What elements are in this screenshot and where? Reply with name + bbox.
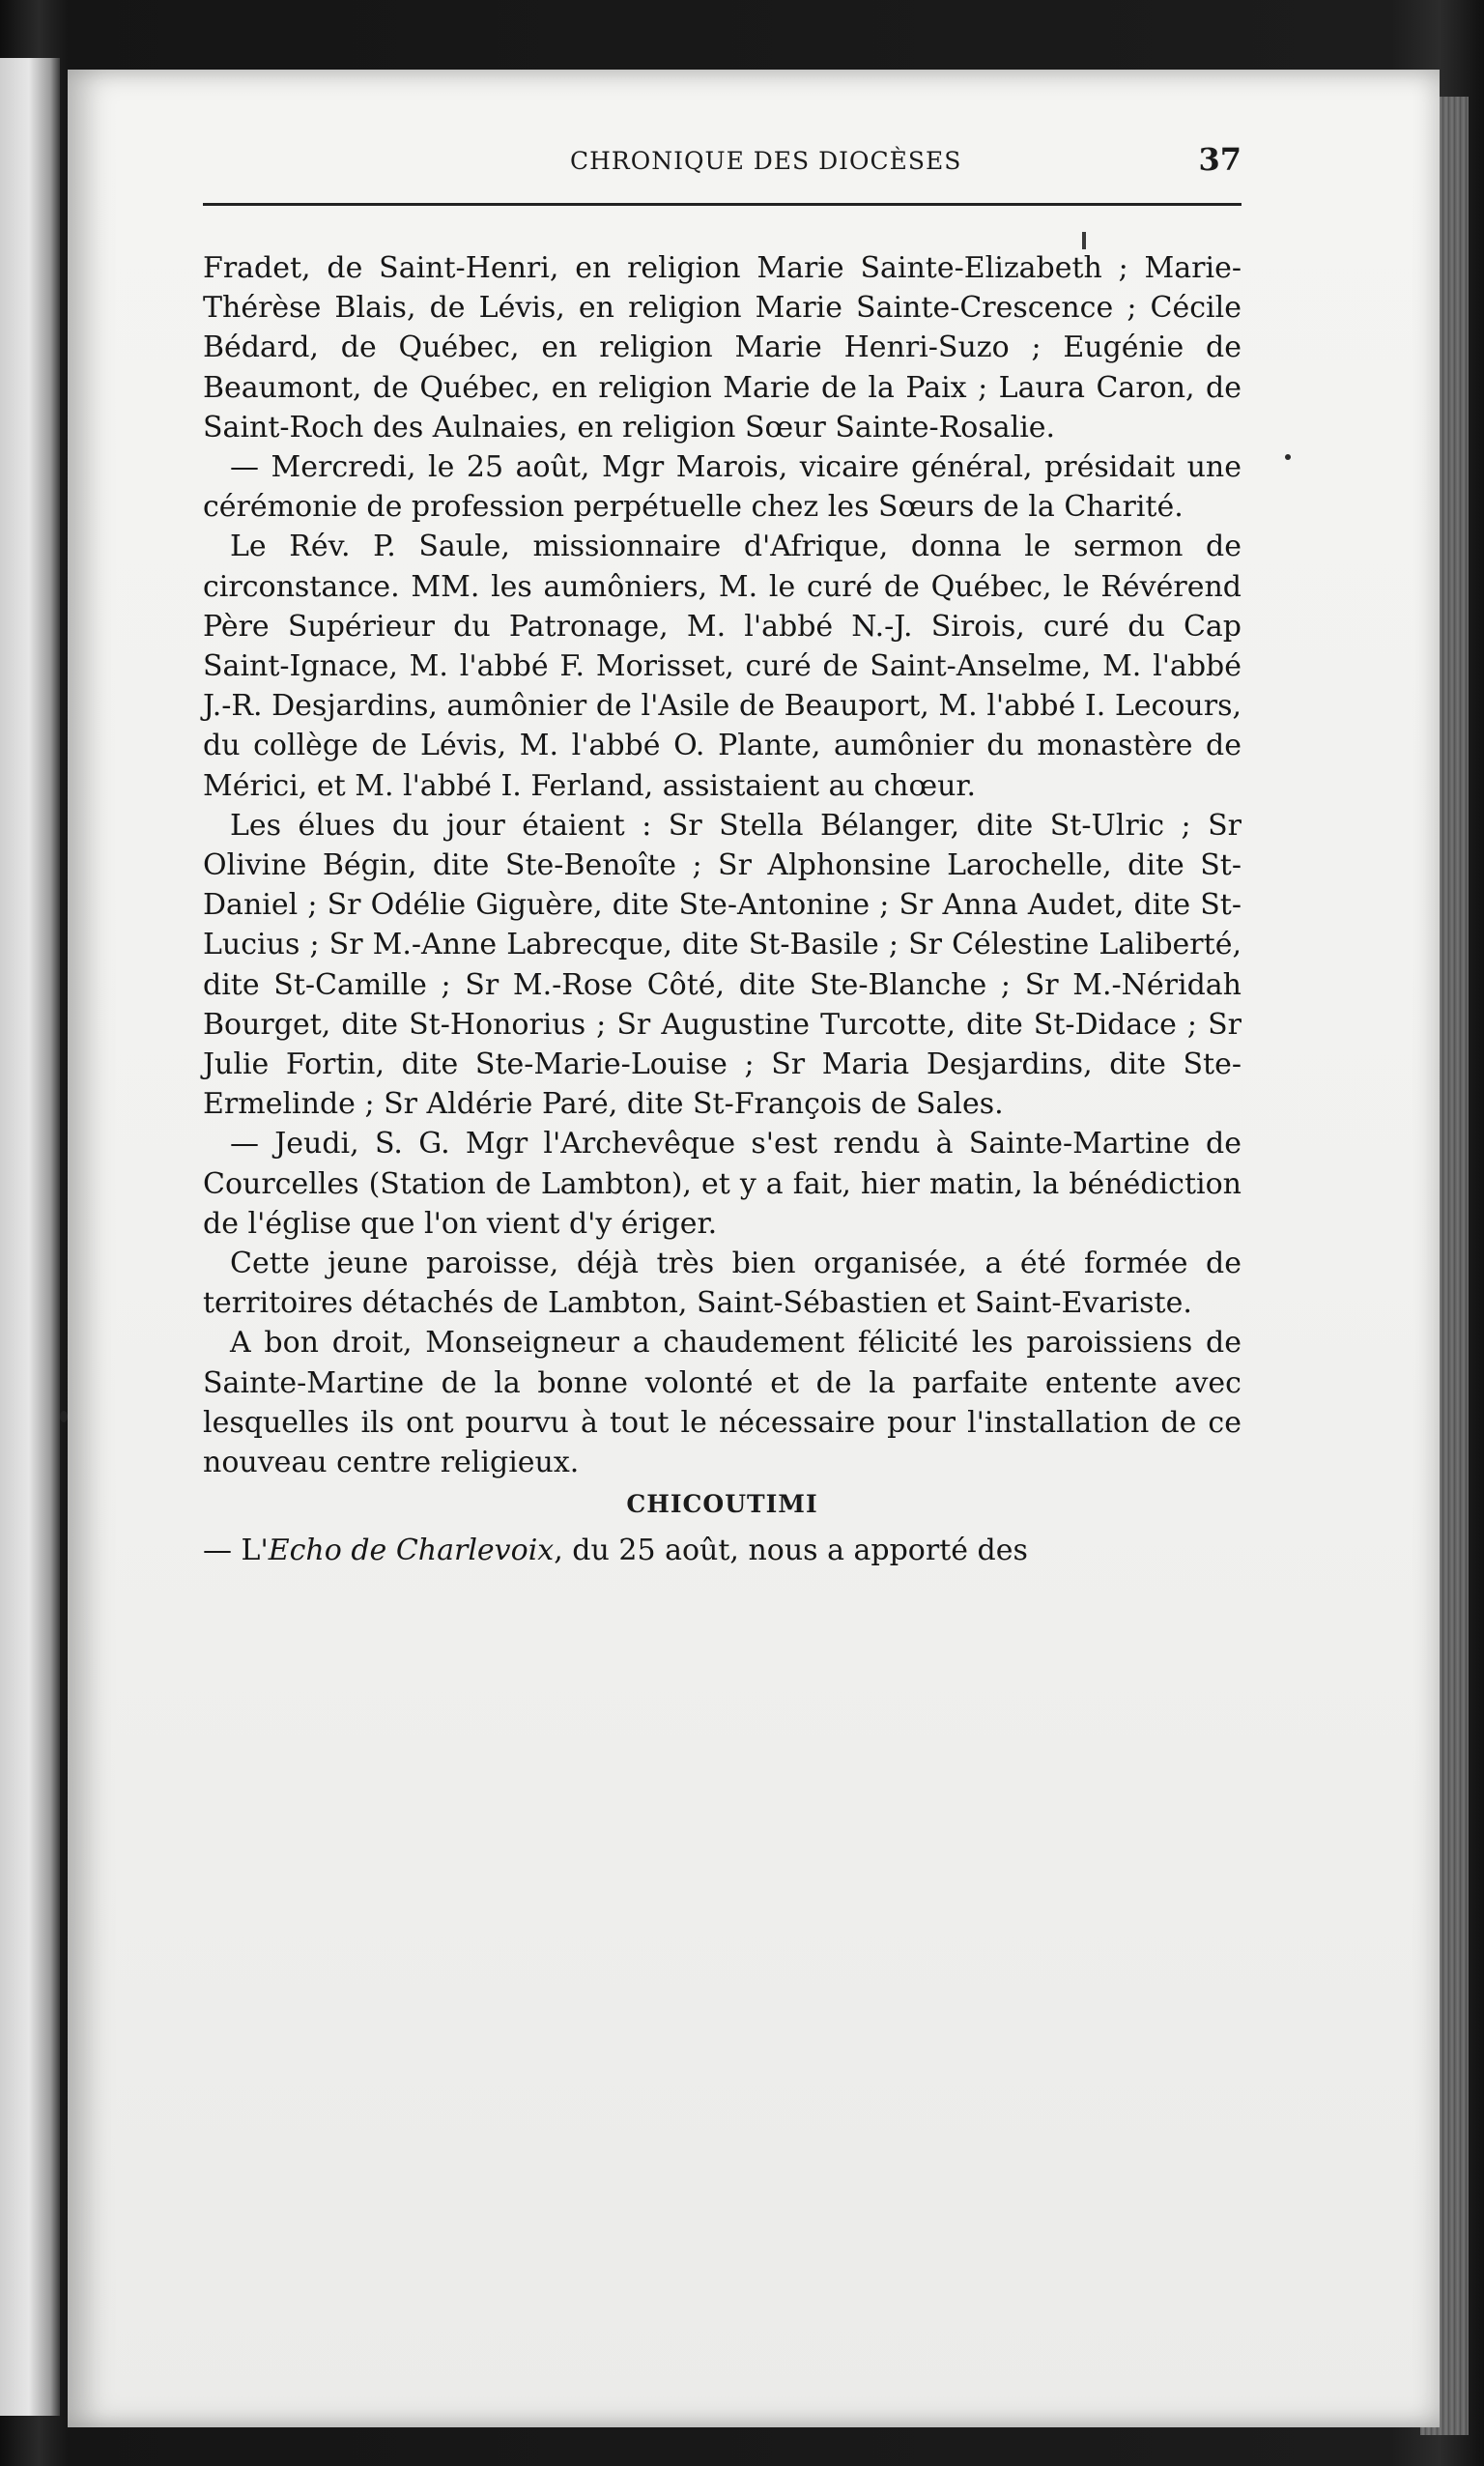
paragraph-4: Les élues du jour étaient : Sr Stella Bélanger, dite St-Ulric ; Sr Olivine Bégin, dite Ste-Benoîte ; Sr Alphonsine Larochelle, dite St-Daniel ; Sr Odélie Giguère, dite Ste-Antonine ; Sr Anna Audet, dite St-Lucius ; Sr M.-Anne Labrecque, dite St-Basile ; Sr Célestine Laliberté, dite St-Camille ; Sr M.-Rose Côté, dite Ste-Blanche ; Sr M.-Néridah Bourget, dite St-Honorius ; Sr Augustine Turcotte, dite St-Didace ; Sr Julie Fortin, dite Ste-Marie-Louise ; Sr Maria Desjardins, dite Ste-Ermelinde ; Sr Aldérie Paré, dite St-François de Sales. xyxy=(203,808,1241,1122)
paragraph-8 xyxy=(203,1531,1241,1570)
section-heading: CHICOUTIMI xyxy=(626,1490,818,1519)
paragraph-6: Cette jeune paroisse, déjà très bien organisée, a été formée de territoires détachés de Lambton, Saint-Sébastien et Saint-Evariste. xyxy=(203,1247,1241,1321)
previous-page-edge xyxy=(0,58,60,2416)
paragraph-2: — Mercredi, le 25 août, Mgr Marois, vicaire général, présidait une cérémonie de profession perpétuelle chez les Sœurs de la Charité. xyxy=(203,450,1241,525)
paragraph-3: Le Rév. P. Saule, missionnaire d'Afrique, donna le sermon de circonstance. MM. les aumôniers, M. le curé de Québec, le Révérend Père Supérieur du Patronage, M. l'abbé N.-J. Sirois, curé du Cap Saint-Ignace, M. l'abbé F. Morisset, curé de Saint-Anselme, M. l'abbé J.-R. Desjardins, aumônier de l'Asile de Beauport, M. l'abbé I. Lecours, du collège de Lévis, M. l'abbé O. Plante, aumônier du monastère de Mérici, et M. l'abbé I. Ferland, assistaient au chœur. xyxy=(203,530,1241,803)
paragraph-8-prefix: — L' xyxy=(203,1533,269,1567)
scan-speck xyxy=(1082,232,1086,249)
paragraph-5: — Jeudi, S. G. Mgr l'Archevêque s'est rendu à Sainte-Martine de Courcelles (Station de Lambton), et y a fait, hier matin, la bénédiction de l'église que l'on vient d'y ériger. xyxy=(203,1127,1241,1241)
page-header xyxy=(203,70,1241,205)
header-rule xyxy=(203,203,1241,206)
page-content xyxy=(203,141,1241,1570)
scan-speck xyxy=(60,1411,68,1422)
paragraph-8-title: Echo de Charlevoix xyxy=(268,1533,555,1567)
paragraph-1: Fradet, de Saint-Henri, en religion Marie Sainte-Elizabeth ; Marie-Thérèse Blais, de Lévis, en religion Marie Sainte-Crescence ; Cécile Bédard, de Québec, en religion Marie Henri-Suzo ; Eugénie de Beaumont, de Québec, en religion Marie de la Paix ; Laura Caron, de Saint-Roch des Aulnaies, en religion Sœur Sainte-Rosalie. xyxy=(203,251,1241,444)
paragraph-7: A bon droit, Monseigneur a chaudement félicité les paroissiens de Sainte-Martine de la bonne volonté et de la parfaite entente avec lesquelles ils ont pourvu à tout le nécessaire pour l'installation de ce nouveau centre religieux. xyxy=(203,1326,1241,1480)
book-page xyxy=(68,70,1440,2427)
running-title: CHRONIQUE DES DIOCÈSES xyxy=(570,147,962,175)
body-text xyxy=(203,248,1241,1570)
paragraph-8-suffix: , du 25 août, nous a apporté des xyxy=(554,1533,1028,1567)
scan-speck xyxy=(1285,454,1291,460)
page-number: 37 xyxy=(1198,141,1241,178)
